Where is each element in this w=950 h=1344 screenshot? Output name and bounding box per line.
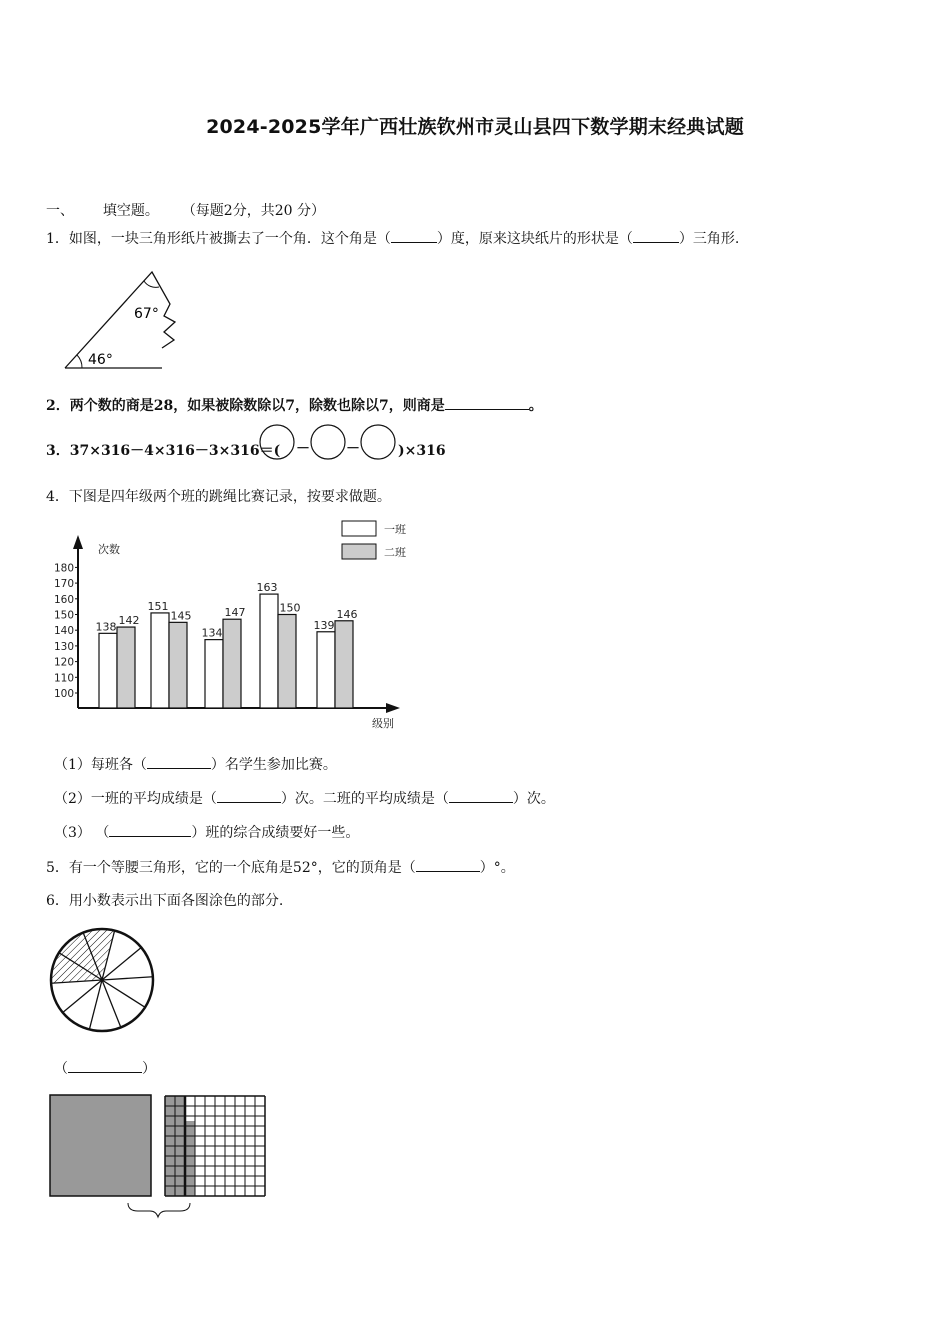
bar-一班-3	[205, 640, 223, 708]
y-tick-label: 150	[53, 609, 74, 622]
bar-二班-5	[335, 621, 353, 708]
bar-一班-5	[317, 632, 335, 708]
bar-label-二班-2: 145	[170, 609, 192, 623]
q5-blank[interactable]	[416, 857, 480, 872]
y-tick-label: 100	[53, 688, 74, 700]
q4-sub3	[54, 822, 359, 843]
x-axis-arrow	[386, 703, 400, 713]
bar-label-一班-4: 163	[256, 581, 278, 595]
full-shaded-square	[50, 1095, 151, 1196]
q3-circle-2[interactable]	[311, 425, 345, 459]
y-tick-label: 180	[53, 562, 74, 575]
y-tick-label: 140	[53, 625, 74, 638]
q2-blank[interactable]	[445, 395, 529, 410]
q1-text-b: ）度，原来这块纸片的形状是（	[436, 231, 633, 247]
q3-circle-1[interactable]	[260, 425, 294, 459]
question-6: 6．用小数表示出下面各图涂色的部分.	[46, 893, 284, 909]
q4-sub3-text-b: ）班的综合成绩要好一些。	[191, 825, 360, 841]
y-tick-label: 160	[53, 593, 74, 606]
angle-bottom-label: 46°	[88, 352, 113, 368]
y-tick-label: 130	[53, 640, 74, 653]
q5-text: 5．有一个等腰三角形，它的一个底角是52°，它的顶角是（	[46, 860, 416, 876]
question-3	[46, 441, 280, 461]
y-tick-label: 170	[53, 578, 74, 591]
angle-top-label: 67°	[134, 306, 159, 322]
q2-end: 。	[528, 398, 543, 414]
bar-label-二班-4: 150	[279, 601, 301, 615]
legend-swatch-1	[342, 521, 376, 536]
bar-label-一班-3: 134	[201, 626, 223, 640]
q1-blank-angle[interactable]	[391, 228, 437, 243]
q4-sub2-text-c: ）次。	[512, 791, 555, 807]
q4-sub2-blank-2[interactable]	[449, 788, 513, 803]
q3-circles	[256, 423, 406, 463]
q3-text-left: 3．37×316－4×316－3×316＝(	[46, 443, 281, 459]
q6-blank[interactable]	[68, 1058, 142, 1073]
section-name: 填空题。	[102, 203, 159, 219]
q4-sub2-text-a: （2）一班的平均成绩是（	[54, 791, 217, 807]
y-axis-arrow	[73, 535, 83, 549]
bar-一班-1	[99, 633, 117, 708]
circle-divider	[102, 977, 153, 980]
shaded-circle-figure	[48, 925, 160, 1037]
q4-sub3-text-a: （3） （	[54, 825, 110, 841]
y-tick-label: 120	[53, 656, 74, 669]
q4-sub1-text-a: （1）每班各（	[54, 757, 147, 773]
q4-sub3-blank[interactable]	[109, 822, 191, 837]
q4-sub1-blank[interactable]	[147, 754, 211, 769]
circle-divider	[63, 980, 102, 1013]
q1-blank-shape[interactable]	[633, 228, 679, 243]
y-axis-label: 次数	[98, 543, 120, 556]
question-1	[46, 228, 739, 249]
bar-二班-3	[223, 619, 241, 708]
grid-shaded-partial	[185, 1121, 195, 1196]
q2-text: 2．两个数的商是28，如果被除数除以7，除数也除以7，则商是	[46, 398, 445, 414]
brace	[128, 1203, 190, 1217]
q3-minus-1: －	[296, 441, 310, 457]
bar-一班-4	[260, 594, 278, 708]
torn-triangle-figure	[60, 268, 190, 373]
section-header	[46, 201, 325, 221]
angle-arc-bottom	[77, 355, 82, 368]
y-tick-label: 110	[53, 672, 74, 685]
q3-text-right: )×316	[398, 443, 446, 459]
question-2	[46, 395, 543, 416]
bar-二班-4	[278, 615, 296, 709]
bar-一班-2	[151, 613, 169, 708]
legend-label-1: 一班	[384, 523, 406, 536]
q6-blank-close: ）	[142, 1061, 156, 1077]
q5-end: ）°。	[479, 860, 515, 876]
bar-二班-1	[117, 627, 135, 708]
q4-sub1	[54, 754, 337, 775]
q4-sub1-text-b: ）名学生参加比赛。	[210, 757, 337, 773]
q4-sub2-text-b: ）次。二班的平均成绩是（	[280, 791, 449, 807]
bar-label-一班-5: 139	[313, 618, 335, 632]
page-title: 2024-2025学年广西壮族钦州市灵山县四下数学期末经典试题	[206, 116, 744, 138]
bar-label-二班-1: 142	[118, 614, 140, 628]
x-axis-label: 级别	[372, 717, 394, 730]
circle-divider	[102, 980, 145, 1007]
hatched-region	[51, 929, 115, 983]
question-4: 4．下图是四年级两个班的跳绳比赛记录，按要求做题。	[46, 489, 391, 505]
bar-label-二班-5: 146	[336, 607, 358, 621]
jump-rope-chart	[40, 515, 420, 735]
q6-blank-open: （	[54, 1061, 68, 1077]
section-note: （每题2分，共20 分）	[181, 203, 325, 219]
q1-text-a: 1．如图，一块三角形纸片被撕去了一个角．这个角是（	[46, 231, 391, 247]
q4-sub2	[54, 788, 555, 809]
q3-minus-2: －	[346, 441, 360, 457]
section-prefix: 一、	[46, 203, 74, 219]
bar-label-二班-3: 147	[224, 606, 246, 620]
bar-label-一班-2: 151	[147, 599, 169, 613]
circle-divider	[89, 980, 102, 1029]
bar-label-一班-1: 138	[95, 620, 117, 634]
question-5	[46, 857, 515, 878]
q3-circle-3[interactable]	[361, 425, 395, 459]
legend-swatch-2	[342, 544, 376, 559]
legend-label-2: 二班	[384, 546, 406, 559]
q1-text-c: ）三角形.	[678, 231, 740, 247]
angle-arc-top	[144, 281, 159, 287]
shaded-squares-figure	[48, 1093, 278, 1223]
circle-divider	[102, 980, 121, 1027]
q6-blank-line	[54, 1058, 156, 1079]
bar-二班-2	[169, 622, 187, 708]
q4-sub2-blank-1[interactable]	[217, 788, 281, 803]
